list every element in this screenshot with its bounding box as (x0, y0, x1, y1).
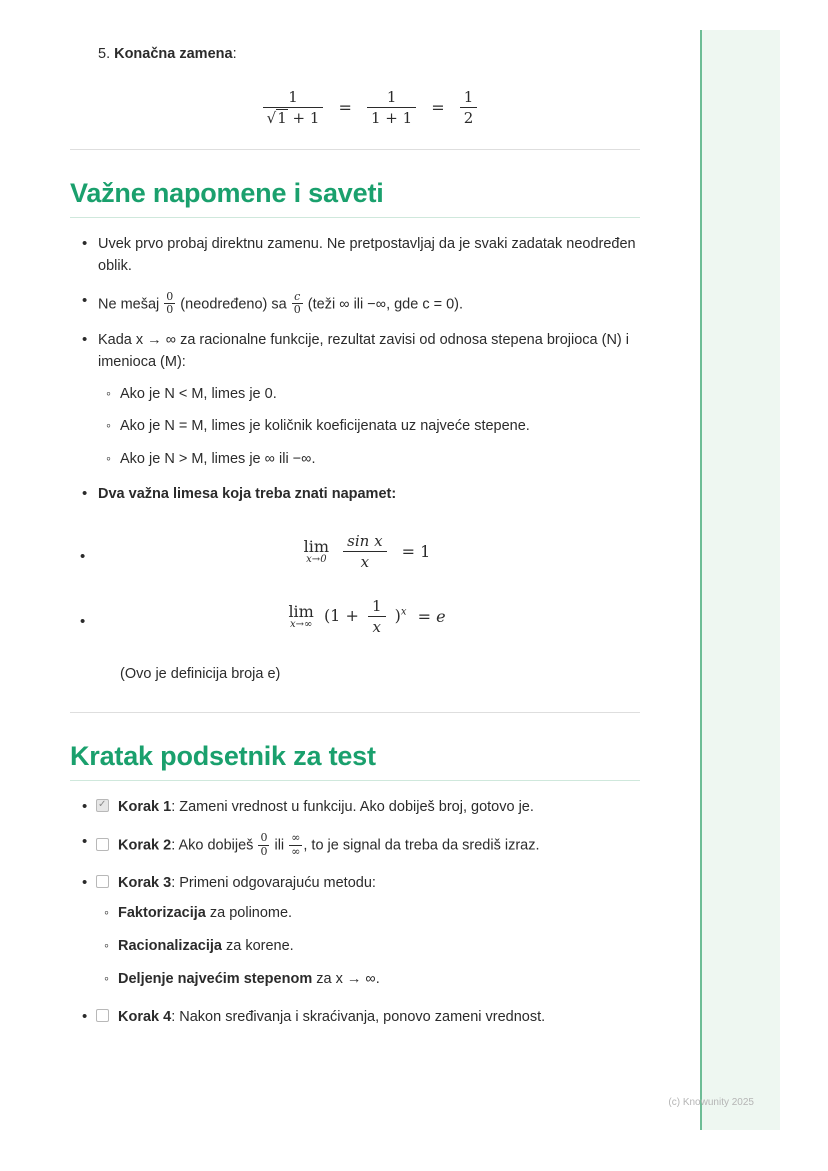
list-item (96, 234, 670, 278)
list-item (118, 936, 670, 958)
list-item[interactable] (96, 832, 670, 858)
fraction-numerator: ∞ (291, 831, 301, 845)
definition-note: (Ovo je definicija broja e) (120, 665, 281, 682)
method-name: Deljenje najvećim stepenom (118, 970, 313, 987)
checklist (70, 797, 670, 1029)
limit-formula-1 (100, 532, 640, 571)
checklist-label: Korak 4 (118, 1008, 172, 1025)
inline-fraction-c-zero (292, 291, 303, 317)
list-item (118, 969, 670, 991)
fraction-denominator: 0 (293, 303, 301, 317)
list-item (96, 291, 670, 317)
list-item: ◦ Ako je N < M, limes je 0. (120, 384, 670, 406)
checklist-text: : Zameni vrednost u funkciju. Ako dobiješ broj, gotovo je. (171, 798, 534, 815)
fraction-numerator: 1 (368, 597, 386, 617)
document-content (70, 30, 670, 1042)
fraction-denominator: 1 + 1 (371, 109, 413, 128)
fraction-denominator: 0 (166, 303, 174, 317)
fraction-denominator: 2 (463, 109, 474, 128)
list-item[interactable] (96, 797, 670, 819)
copyright-text: (c) Knowunity 2025 (668, 1097, 754, 1108)
note-text-prefix: Ne mešaj (98, 296, 164, 313)
checklist-text-mid: ili (270, 837, 289, 854)
numbered-step (98, 46, 670, 62)
page-title-notes: Važne napomene i saveti (70, 178, 384, 209)
sub-list (98, 384, 670, 471)
fraction-numerator: sin x (343, 532, 386, 552)
method-name: Faktorizacija (118, 905, 206, 922)
list-item (96, 330, 670, 471)
fraction-denominator: x (360, 552, 370, 571)
fraction-numerator: 1 (460, 88, 478, 108)
method-name: Racionalizacija (118, 938, 222, 955)
checkbox-korak-2[interactable] (96, 838, 109, 851)
close-paren: ) (394, 605, 401, 625)
page-title-checklist: Kratak podsetnik za test (70, 740, 376, 771)
limit-subscript: x→0 (306, 554, 327, 566)
fraction-denominator (263, 108, 324, 127)
notes-list (70, 234, 670, 505)
fraction-numerator: 1 (367, 88, 416, 108)
limit-result-1: = 1 (401, 541, 431, 561)
inline-fraction-inf-inf (289, 832, 302, 858)
fraction-numerator: 0 (166, 289, 174, 303)
list-item (96, 484, 670, 506)
fraction-denominator: x (372, 617, 381, 636)
document-page (48, 30, 780, 1130)
equals-2: = (431, 98, 445, 118)
inline-fraction-zero-zero (258, 832, 269, 858)
page-side-strip (700, 30, 780, 1130)
checklist-text: : Primeni odgovarajuću metodu: (171, 874, 376, 891)
step-label: Konačna zamena (114, 46, 233, 62)
note-bold-text: Dva važna limesa koja treba znati napamet: (98, 485, 397, 502)
checklist-text: : Nakon sređivanja i skraćivanja, ponovo zameni vrednost. (171, 1008, 546, 1025)
checklist-text-after: , to je signal da treba da središ izraz. (303, 837, 540, 854)
inline-fraction-zero-zero (164, 291, 175, 317)
title-underline-2 (70, 780, 640, 781)
radical-sign: √ (266, 109, 277, 127)
formula-fraction-3 (460, 88, 478, 127)
method-text: za x → ∞. (312, 970, 380, 987)
limit-fraction-2 (368, 597, 386, 636)
step-number: 5. (98, 46, 111, 62)
list-item[interactable] (96, 1007, 670, 1029)
note-text-suffix: (teži ∞ ili −∞, gde c = 0). (303, 296, 464, 313)
equals-1: = (338, 98, 352, 118)
list-item: ◦ Ako je N = M, limes je količnik koeficijenata uz najveće stepene. (120, 416, 670, 438)
denominator-suffix: + 1 (287, 109, 320, 127)
section-divider (70, 149, 640, 150)
note-text: Uvek prvo probaj direktnu zamenu. Ne pretpostavljaj da je svaki zadatak neodređen oblik. (98, 236, 636, 274)
limit-op-text: • lim (303, 537, 330, 557)
sub-list (96, 903, 670, 990)
exponent: x (400, 606, 407, 618)
checklist-label: Korak 2 (118, 837, 172, 854)
list-item[interactable] (96, 873, 670, 991)
note-text: Kada x → ∞ za racionalne funkcije, rezultat zavisi od odnosa stepena brojioca (N) i imenioca (M): (98, 332, 629, 370)
section-divider-2 (70, 712, 640, 713)
limit-subscript: x→∞ (289, 619, 313, 631)
note-text-mid: (neodređeno) sa (176, 296, 291, 313)
limit-formula-block-2 (70, 597, 670, 636)
method-text: za korene. (221, 938, 294, 955)
checkbox-korak-3[interactable] (96, 875, 109, 888)
list-item (118, 903, 670, 925)
limit-op-text: • lim (288, 602, 314, 622)
limit-operator-1 (304, 537, 329, 565)
open-paren-expr: (1 + (323, 605, 359, 625)
method-text: za polinome. (205, 905, 293, 922)
fraction-numerator: 1 (263, 88, 324, 108)
limit-formula-block-1 (70, 532, 670, 571)
fraction-numerator: c (292, 291, 303, 305)
step-colon: : (232, 46, 237, 62)
checklist-label: Korak 1 (118, 798, 172, 815)
checkbox-korak-4[interactable] (96, 1009, 109, 1022)
final-formula (70, 88, 670, 127)
checklist-label: Korak 3 (118, 874, 172, 891)
fraction-denominator: 0 (260, 844, 268, 858)
checklist-text: : Ako dobiješ (171, 837, 258, 854)
limit-operator-2 (288, 602, 313, 630)
fraction-denominator: ∞ (291, 844, 301, 858)
limit-fraction-1 (343, 532, 386, 571)
formula-fraction-2 (367, 88, 416, 127)
list-item: ◦ Ako je N > M, limes je ∞ ili −∞. (120, 449, 670, 471)
checkbox-korak-1[interactable] (96, 799, 109, 812)
formula-fraction-1 (263, 88, 324, 127)
limit-formula-2 (100, 597, 640, 636)
limit-result-2: = e (417, 606, 446, 626)
radicand: 1 (277, 109, 287, 127)
title-underline (70, 217, 640, 218)
fraction-numerator: 0 (260, 831, 268, 845)
